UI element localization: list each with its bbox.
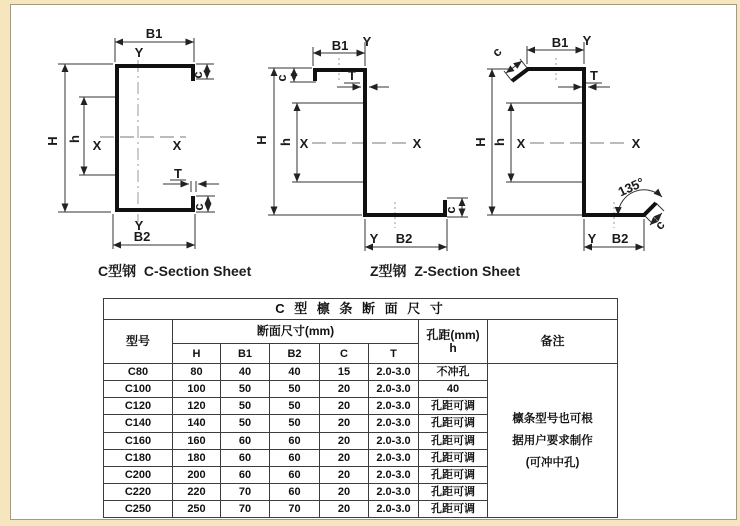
dim-label-c-bottom: c: [191, 203, 206, 211]
cell-hole: 孔距可调: [419, 500, 488, 517]
cell-c: 20: [320, 466, 369, 483]
cell-h: 250: [173, 500, 221, 517]
c-section-caption: C型钢 C-Section Sheet: [98, 263, 252, 279]
cell-hole: 孔距可调: [419, 466, 488, 483]
column-header-hole-distance: [419, 320, 488, 364]
dim-label-H: H: [254, 135, 269, 145]
cell-h: 120: [173, 398, 221, 415]
cell-c: 20: [320, 432, 369, 449]
cell-hole: 孔距可调: [419, 432, 488, 449]
cell-model: C120: [104, 398, 173, 415]
axis-label-y-bottom: Y: [134, 218, 144, 233]
cell-b1: 60: [221, 432, 270, 449]
column-header-section-dims: 断面尺寸(mm): [173, 320, 419, 344]
cell-t: 2.0-3.0: [369, 398, 419, 415]
dim-label-c-top: c: [274, 74, 289, 82]
cell-t: 2.0-3.0: [369, 415, 419, 432]
cell-model: C180: [104, 449, 173, 466]
cell-h: 220: [173, 483, 221, 500]
column-header-C: C: [320, 344, 369, 364]
dim-label-T: T: [590, 68, 598, 83]
axis-label-x-left: X: [299, 136, 309, 151]
dim-label-angle: 135°: [615, 174, 647, 200]
cell-hole: 40: [419, 381, 488, 398]
cell-c: 20: [320, 483, 369, 500]
cell-t: 2.0-3.0: [369, 432, 419, 449]
dim-label-H: H: [45, 136, 60, 146]
dim-label-b2: B2: [395, 231, 413, 246]
axis-label-x-left: X: [92, 138, 102, 153]
hole-distance-label: 孔距(mm): [426, 327, 480, 342]
cell-b2: 50: [270, 381, 320, 398]
c-purlin-spec-table: [103, 298, 618, 518]
cell-b1: 50: [221, 415, 270, 432]
dim-label-c-top: c: [190, 71, 205, 79]
dim-label-b2: B2: [133, 229, 151, 244]
cell-model: C250: [104, 500, 173, 517]
table-header-row: [104, 320, 618, 344]
cell-b1: 60: [221, 466, 270, 483]
cell-c: 20: [320, 500, 369, 517]
cell-model: C140: [104, 415, 173, 432]
column-header-T: T: [369, 344, 419, 364]
cell-c: 20: [320, 398, 369, 415]
column-header-remarks: 备注: [488, 320, 618, 364]
cell-h: 140: [173, 415, 221, 432]
axis-label-y-top: Y: [362, 34, 372, 49]
dim-label-b1: B1: [331, 38, 349, 53]
cell-b1: 70: [221, 483, 270, 500]
cell-b1: 50: [221, 398, 270, 415]
dim-label-b1: B1: [145, 26, 163, 41]
dim-label-H: H: [473, 137, 488, 147]
dim-label-c-top: c: [488, 43, 505, 60]
cell-model: C220: [104, 483, 173, 500]
column-header-H: H: [173, 344, 221, 364]
table-title-row: [104, 299, 618, 320]
remarks-line: (可冲中孔): [525, 456, 580, 469]
cell-h: 160: [173, 432, 221, 449]
axis-label-x-right: X: [172, 138, 182, 153]
dim-label-c-bottom: c: [651, 216, 668, 233]
cell-t: 2.0-3.0: [369, 500, 419, 517]
z-section-diagram: [254, 34, 468, 251]
axis-label-y-bottom: Y: [587, 231, 597, 246]
cell-hole: 孔距可调: [419, 449, 488, 466]
cell-b1: 60: [221, 449, 270, 466]
axis-label-x-left: X: [516, 136, 526, 151]
cell-b2: 60: [270, 483, 320, 500]
z-section-angled-diagram: [473, 33, 668, 251]
cell-b1: 50: [221, 381, 270, 398]
cell-hole: 孔距可调: [419, 415, 488, 432]
column-header-B1: B1: [221, 344, 270, 364]
remarks-line: 据用户要求制作: [512, 434, 593, 447]
cell-b2: 60: [270, 432, 320, 449]
table-title: C 型 檩 条 断 面 尺 寸: [104, 299, 618, 320]
cell-model: C200: [104, 466, 173, 483]
cell-t: 2.0-3.0: [369, 364, 419, 381]
cell-h: 200: [173, 466, 221, 483]
remarks-line: 檩条型号也可根: [512, 412, 593, 425]
cell-t: 2.0-3.0: [369, 483, 419, 500]
axis-label-y-top: Y: [134, 45, 144, 60]
dim-label-T: T: [348, 68, 356, 83]
cell-c: 20: [320, 415, 369, 432]
cell-c: 15: [320, 364, 369, 381]
remarks-cell: [488, 364, 618, 518]
dim-label-h: h: [67, 135, 82, 143]
cell-hole: 孔距可调: [419, 483, 488, 500]
axis-label-y-top: Y: [582, 33, 592, 48]
cell-model: C80: [104, 364, 173, 381]
cell-h: 180: [173, 449, 221, 466]
cell-b2: 50: [270, 398, 320, 415]
dim-label-b1: B1: [551, 35, 569, 50]
cell-hole: 孔距可调: [419, 398, 488, 415]
dim-label-T: T: [174, 166, 182, 181]
axis-label-x-right: X: [631, 136, 641, 151]
cell-b2: 50: [270, 415, 320, 432]
cell-b1: 40: [221, 364, 270, 381]
cell-c: 20: [320, 381, 369, 398]
c-section-diagram: [45, 26, 219, 249]
c-section-profile: [117, 66, 193, 210]
column-header-model: 型号: [104, 320, 173, 364]
axis-label-y-bottom: Y: [369, 231, 379, 246]
cell-b2: 60: [270, 449, 320, 466]
cell-c: 20: [320, 449, 369, 466]
z-section-caption: Z型钢 Z-Section Sheet: [370, 263, 521, 279]
column-header-B2: B2: [270, 344, 320, 364]
cell-model: C100: [104, 381, 173, 398]
dim-label-b2: B2: [611, 231, 629, 246]
cell-b2: 70: [270, 500, 320, 517]
cell-b1: 70: [221, 500, 270, 517]
cell-h: 100: [173, 381, 221, 398]
z-section-dimension-lines: [268, 42, 468, 251]
hole-distance-sub-label: h: [449, 340, 457, 355]
table-row: [104, 364, 618, 381]
axis-label-x-right: X: [412, 136, 422, 151]
cell-model: C160: [104, 432, 173, 449]
cell-h: 80: [173, 364, 221, 381]
dim-label-h: h: [492, 138, 507, 146]
cell-t: 2.0-3.0: [369, 381, 419, 398]
cell-t: 2.0-3.0: [369, 449, 419, 466]
cell-b2: 40: [270, 364, 320, 381]
cell-b2: 60: [270, 466, 320, 483]
dim-label-h: h: [278, 138, 293, 146]
cell-hole: 不冲孔: [419, 364, 488, 381]
dim-label-c-bottom: c: [443, 206, 458, 214]
cell-t: 2.0-3.0: [369, 466, 419, 483]
